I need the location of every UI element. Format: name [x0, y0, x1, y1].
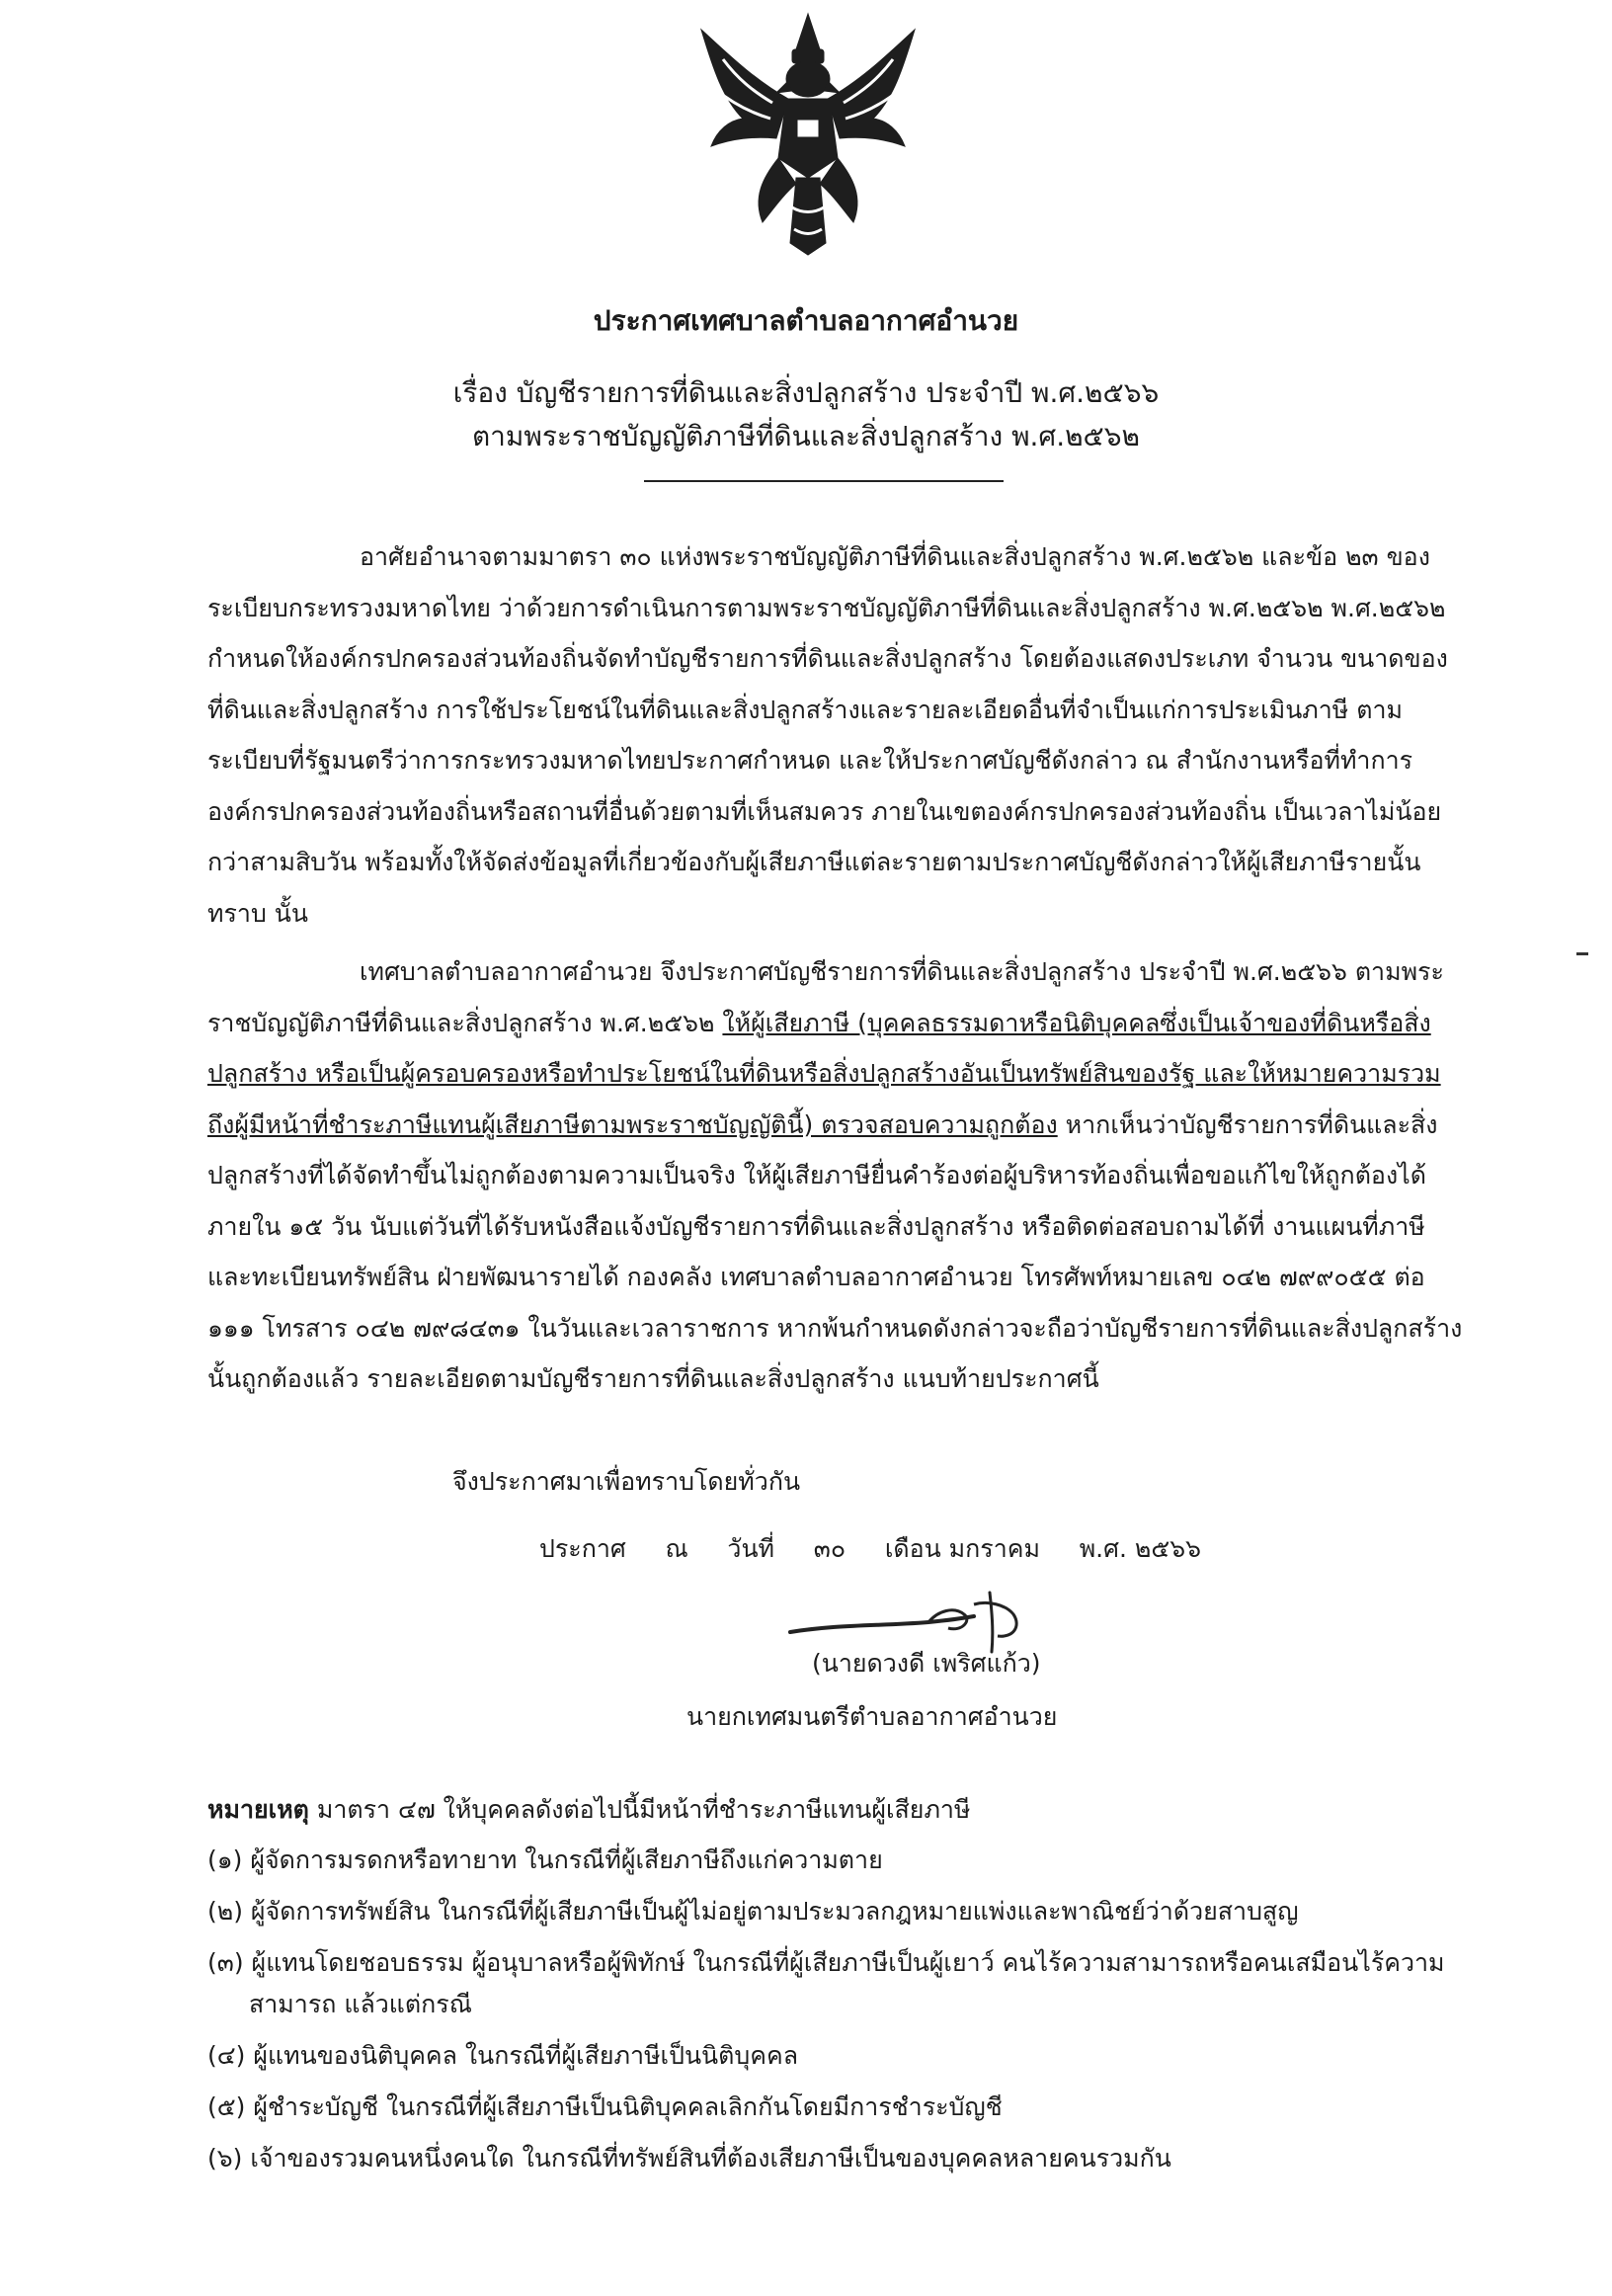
- notes-label: หมายเหตุ: [207, 1795, 309, 1824]
- subject-line-1: เรื่อง บัญชีรายการที่ดินและสิ่งปลูกสร้าง ประจำปี พ.ศ.๒๕๖๖: [452, 376, 1160, 409]
- notes-intro: มาตรา ๔๗ ให้บุคคลดังต่อไปนี้มีหน้าที่ชำระภาษีแทนผู้เสียภาษี: [308, 1795, 971, 1824]
- title-divider: [644, 480, 1004, 482]
- signer-name: (นายดวงดี เพริศแก้ว): [812, 1649, 1041, 1678]
- list-item: (๔) ผู้แทนของนิติบุคคล ในกรณีที่ผู้เสียภาษีเป็นนิติบุคคล: [207, 2041, 799, 2070]
- scan-mark: [1576, 952, 1588, 955]
- announcement-date: ประกาศ ณ วันที่ ๓๐ เดือน มกราคม พ.ศ. ๒๕๖๖: [539, 1534, 1202, 1563]
- list-item: (๓) ผู้แทนโดยชอบธรรม ผู้อนุบาลหรือผู้พิทักษ์ ในกรณีที่ผู้เสียภาษีเป็นผู้เยาว์ คนไร้ความสามารถหรือคนเสมือนไร้ความสามารถ แล้วแต่กรณี: [207, 1948, 1445, 2018]
- list-item: (๕) ผู้ชำระบัญชี ในกรณีที่ผู้เสียภาษีเป็นนิติบุคคลเลิกกันโดยมีการชำระบัญชี: [207, 2092, 1003, 2121]
- paragraph-1-text: อาศัยอำนาจตามมาตรา ๓๐ แห่งพระราชบัญญัติภาษีที่ดินและสิ่งปลูกสร้าง พ.ศ.๒๕๖๒ และข้อ ๒๓ ของระเบียบกระทรวงมหาดไทย ว่าด้วยการดำเนินการตามพระราชบัญญัติภาษีที่ดินและสิ่งปลูกสร้าง พ.ศ.๒๕๖๒ พ.ศ.๒๕๖๒ กำหนดให้องค์กรปกครองส่วนท้องถิ่นจัดทำบัญชีรายการที่ดินและสิ่งปลูกสร้าง โดยต้องแสดงประเภท จำนวน ขนาดของที่ดินและสิ่งปลูกสร้าง การใช้ประโยชน์ในที่ดินและสิ่งปลูกสร้างและรายละเอียดอื่นที่จำเป็นแก่การประเมินภาษี ตามระเบียบที่รัฐมนตรีว่าการกระทรวงมหาดไทยประกาศกำหนด และให้ประกาศบัญชีดังกล่าว ณ สำนักงานหรือที่ทำการองค์กรปกครองส่วนท้องถิ่นหรือสถานที่อื่นด้วยตามที่เห็นสมควร ภายในเขตองค์กรปกครองส่วนท้องถิ่น เป็นเวลาไม่น้อยกว่าสามสิบวัน พร้อมทั้งให้จัดส่งข้อมูลที่เกี่ยวข้องกับผู้เสียภาษีแต่ละรายตามประกาศบัญชีดังกล่าวให้ผู้เสียภาษีรายนั้นทราบ นั้น: [207, 542, 1448, 928]
- subject-line-2: ตามพระราชบัญญัติภาษีที่ดินและสิ่งปลูกสร้าง พ.ศ.๒๕๖๒: [472, 420, 1140, 452]
- list-item: (๖) เจ้าของรวมคนหนึ่งคนใด ในกรณีที่ทรัพย์สินที่ต้องเสียภาษีเป็นของบุคคลหลายคนรวมกัน: [207, 2144, 1171, 2173]
- closing-statement: จึงประกาศมาเพื่อทราบโดยทั่วกัน: [452, 1467, 801, 1496]
- body-paragraph-1: [207, 532, 1464, 939]
- list-item: (๑) ผู้จัดการมรดกหรือทายาท ในกรณีที่ผู้เสียภาษีถึงแก่ความตาย: [207, 1845, 883, 1874]
- signer-title: นายกเทศมนตรีตำบลอากาศอำนวย: [686, 1702, 1058, 1731]
- paragraph-2-text-end: หากเห็นว่าบัญชีรายการที่ดินและสิ่งปลูกสร้างที่ได้จัดทำขึ้นไม่ถูกต้องตามความเป็นจริง ให้ผู้เสียภาษียื่นคำร้องต่อผู้บริหารท้องถิ่นเพื่อขอแก้ไขให้ถูกต้องได้ ภายใน ๑๕ วัน นับแต่วันที่ได้รับหนังสือแจ้งบัญชีรายการที่ดินและสิ่งปลูกสร้าง หรือติดต่อสอบถามได้ที่ งานแผนที่ภาษีและทะเบียนทรัพย์สิน ฝ่ายพัฒนารายได้ กองคลัง เทศบาลตำบลอากาศอำนวย โทรศัพท์หมายเลข ๐๔๒ ๗๙๙๐๕๕ ต่อ ๑๑๑ โทรสาร ๐๔๒ ๗๙๘๔๓๑ ในวันและเวลาราชการ หากพ้นกำหนดดังกล่าวจะถือว่าบัญชีรายการที่ดินและสิ่งปลูกสร้างนั้นถูกต้องแล้ว รายละเอียดตามบัญชีรายการที่ดินและสิ่งปลูกสร้าง แนบท้ายประกาศนี้: [207, 1109, 1463, 1393]
- paragraph-2-text-start: เทศบาลตำบลอากาศอำนวย จึงประกาศบัญชีรายการที่ดินและสิ่งปลูกสร้าง ประจำปี พ.ศ.๒๕๖๖ ตามพระราชบัญญัติภาษีที่ดินและสิ่งปลูกสร้าง พ.ศ.๒๕๖๒: [207, 957, 1444, 1037]
- garuda-emblem-icon: [693, 10, 923, 257]
- body-paragraph-2: [207, 946, 1464, 1405]
- paragraph-2-underlined-text: ให้ผู้เสียภาษี (บุคคลธรรมดาหรือนิติบุคคลซึ่งเป็นเจ้าของที่ดินหรือสิ่งปลูกสร้าง หรือเป็นผู้ครอบครองหรือทำประโยชน์ในที่ดินหรือสิ่งปลูกสร้างอันเป็นทรัพย์สินของรัฐ และให้หมายความรวมถึงผู้มีหน้าที่ชำระภาษีแทนผู้เสียภาษีตามพระราชบัญญัตินี้) ตรวจสอบความถูกต้อง: [207, 1008, 1441, 1139]
- notes-list: [207, 1840, 1491, 2189]
- notes-heading: [207, 1790, 970, 1830]
- announcement-title: ประกาศเทศบาลตำบลอากาศอำนวย: [593, 304, 1019, 337]
- list-item: (๒) ผู้จัดการทรัพย์สิน ในกรณีที่ผู้เสียภาษีเป็นผู้ไม่อยู่ตามประมวลกฎหมายแพ่งและพาณิชย์ว่าด้วยสาบสูญ: [207, 1897, 1299, 1926]
